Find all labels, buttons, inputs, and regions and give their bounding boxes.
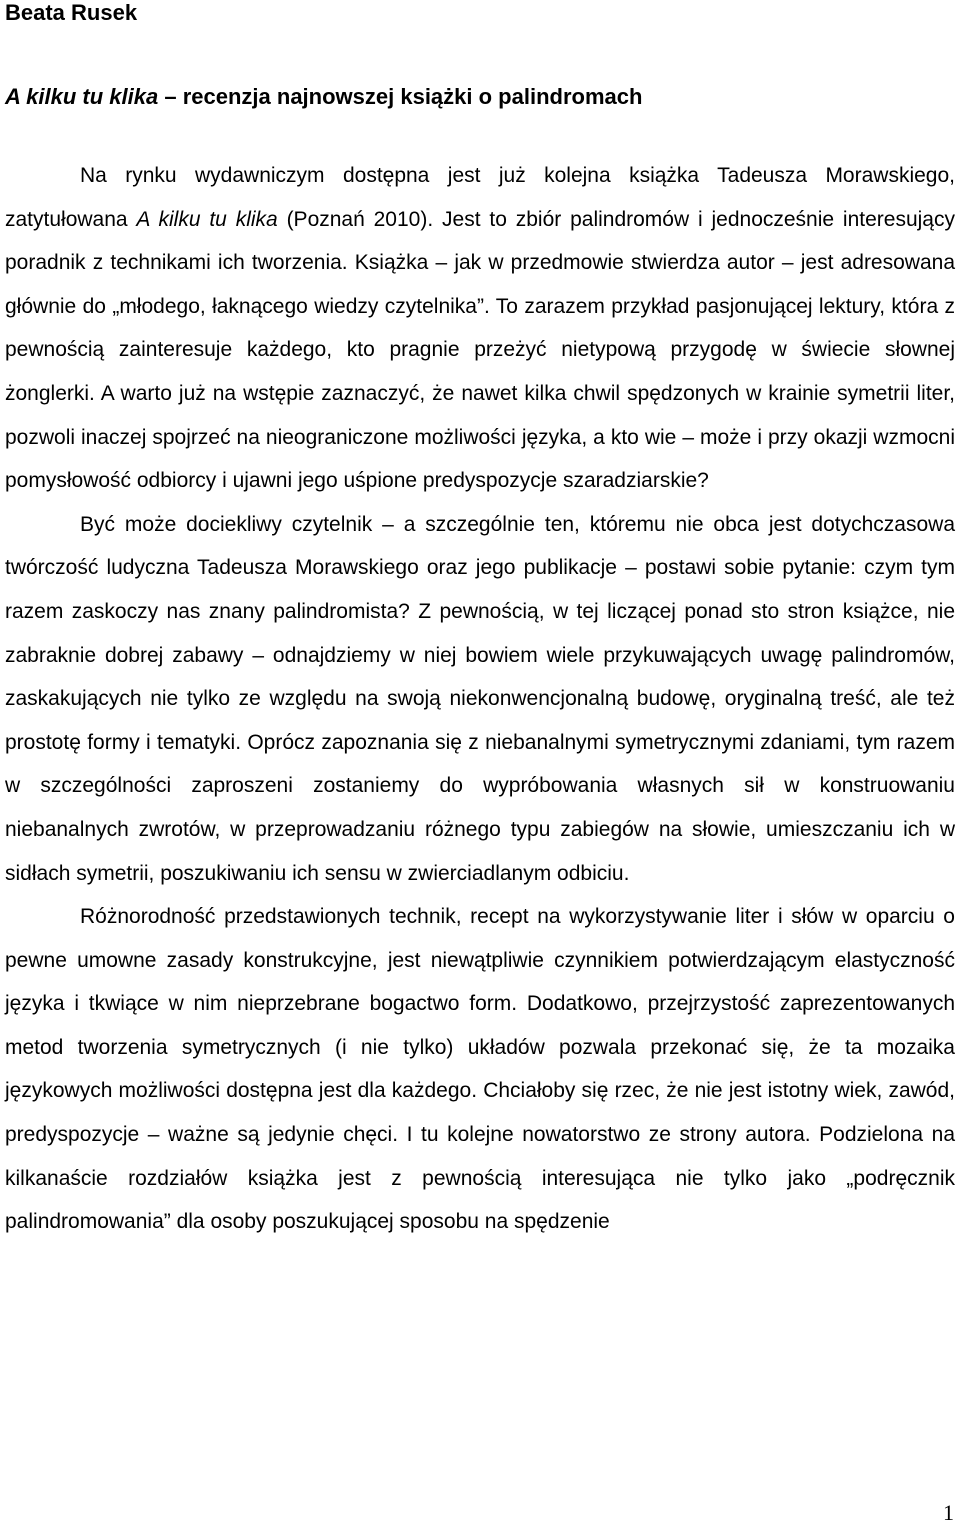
paragraph-1-before: Na rynku wydawniczym dostępna jest już kolejna książka Tadeusza Morawskiego, zatytułowana: [5, 164, 955, 231]
article-body: [5, 154, 955, 1244]
document-page: [5, 0, 955, 1244]
title-italic: A kilku tu klika: [5, 84, 159, 109]
page-number: 1: [943, 1500, 954, 1525]
paragraph-1: [5, 154, 955, 503]
article-title: [5, 84, 955, 110]
paragraph-3: Różnorodność przedstawionych technik, recept na wykorzystywanie liter i słów w oparciu o pewne umowne zasady konstrukcyjne, jest niewątpliwie czynnikiem potwierdzającym elastyczność języka i tkwiące w nim nieprzebrane bogactwo form. Dodatkowo, przejrzystość zaprezentowanych metod tworzenia symetrycznych (i nie tylko) układów pozwala przekonać się, że ta mozaika językowych możliwości dostępna jest dla każdego. Chciałoby się rzec, że nie jest istotny wiek, zawód, predyspozycje – ważne są jedynie chęci. I tu kolejne nowatorstwo ze strony autora. Podzielona na kilkanaście rozdziałów książka jest z pewnością interesująca nie tylko jako „podręcznik palindromowania” dla osoby poszukującej sposobu na spędzenie: [5, 905, 955, 1234]
paragraph-2: Być może dociekliwy czytelnik – a szczególnie ten, któremu nie obca jest dotychczasowa twórczość ludyczna Tadeusza Morawskiego oraz jego publikacje – postawi sobie pytanie: czym tym razem zaskoczy nas znany palindromista? Z pewnością, w tej liczącej ponad sto stron książce, nie zabraknie dobrej zabawy – odnajdziemy w niej bowiem wiele przykuwających uwagę palindromów, zaskakujących nie tylko ze względu na swoją niekonwencjonalną budowę, oryginalną treść, ale też prostotę formy i tematyki. Oprócz zapoznania się z niebanalnymi symetrycznymi zdaniami, tym razem w szczególności zaproszeni zostaniemy do wypróbowania własnych sił w konstruowaniu niebanalnych zwrotów, w przeprowadzaniu różnego typu zabiegów na słowie, umieszczaniu ich w sidłach symetrii, poszukiwaniu ich sensu w zwierciadlanym odbiciu.: [5, 512, 955, 885]
paragraph-1-after: (Poznań 2010). Jest to zbiór palindromów i jednocześnie interesujący poradnik z technikami ich tworzenia. Książka – jak w przedmowie stwierdza autor – jest adresowana głównie do „młodego, łaknącego wiedzy czytelnika”. To zarazem przykład pasjonującej lektury, która z pewnością zainteresuje każdego, kto pragnie przeżyć nietypową przygodę w świecie słownej żonglerki. A warto już na wstępie zaznaczyć, że nawet kilka chwil spędzonych w krainie symetrii liter, pozwoli inaczej spojrzeć na nieograniczone możliwości języka, a kto wie – może i przy okazji wzmocni pomysłowość odbiorcy i ujawni jego uśpione predyspozycje szaradziarskie?: [5, 207, 955, 493]
author-name: Beata Rusek: [5, 0, 138, 25]
paragraph-1-book-title: A kilku tu klika: [136, 207, 278, 231]
title-rest: – recenzja najnowszej książki o palindromach: [158, 84, 643, 109]
